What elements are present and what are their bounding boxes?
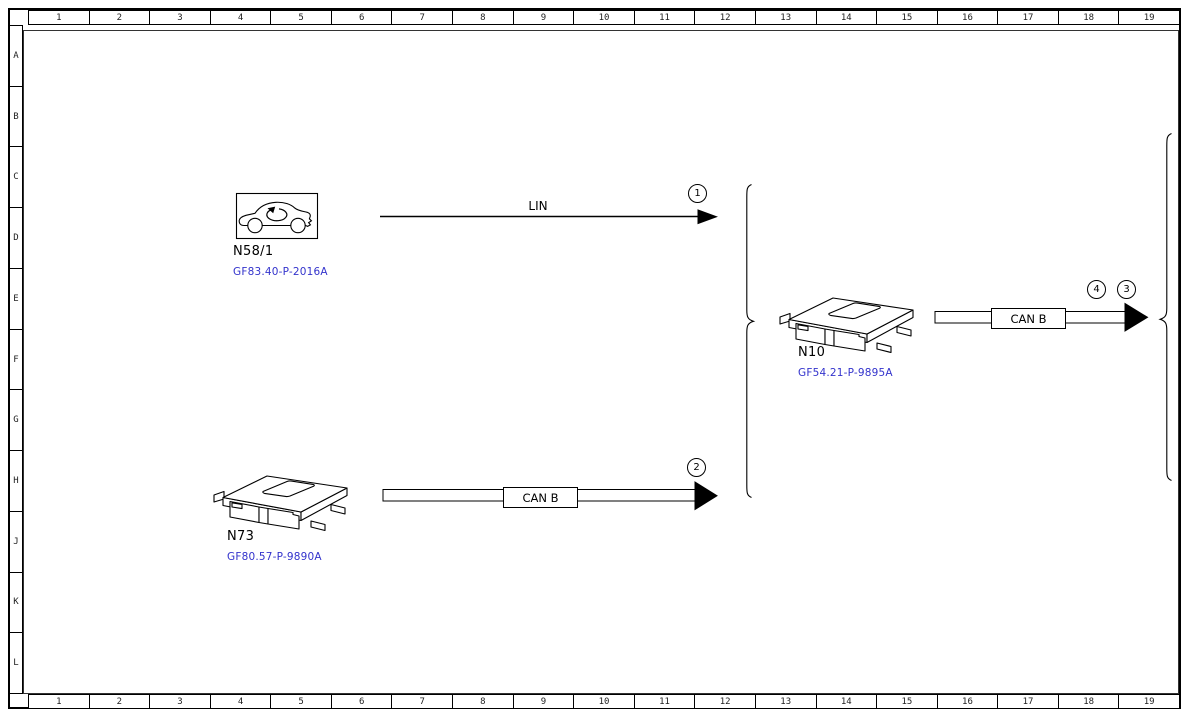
row-ruler-cell: J	[9, 512, 23, 573]
column-ruler-cell: 15	[877, 10, 938, 25]
callout-1: 1	[688, 184, 707, 203]
column-ruler-cell: 2	[90, 694, 151, 709]
vehicle-doc-link[interactable]: GF83.40-P-2016A	[233, 266, 328, 278]
column-ruler-cell: 6	[332, 10, 393, 25]
column-ruler-cell: 1	[29, 10, 90, 25]
column-ruler-cell: 13	[756, 694, 817, 709]
column-ruler-cell: 11	[635, 694, 696, 709]
column-ruler-cell: 14	[817, 10, 878, 25]
column-ruler-cell: 5	[271, 10, 332, 25]
row-ruler-cell: F	[9, 330, 23, 391]
canb-lower-bus-label: CAN B	[503, 487, 578, 508]
n73-doc-link[interactable]: GF80.57-P-9890A	[227, 551, 322, 563]
column-ruler-cell: 10	[574, 694, 635, 709]
column-ruler-cell: 18	[1059, 694, 1120, 709]
brace-right	[1160, 134, 1171, 481]
row-ruler-cell: G	[9, 390, 23, 451]
lin-bus-label: LIN	[528, 199, 548, 213]
row-ruler-cell: K	[9, 573, 23, 634]
column-ruler-cell: 1	[29, 694, 90, 709]
vehicle-label: N58/1	[233, 244, 274, 259]
column-ruler-cell: 17	[998, 694, 1059, 709]
column-ruler-cell: 14	[817, 694, 878, 709]
column-ruler-cell: 9	[514, 694, 575, 709]
n10-doc-link[interactable]: GF54.21-P-9895A	[798, 367, 893, 379]
column-ruler-cell: 17	[998, 10, 1059, 25]
column-ruler-cell: 13	[756, 10, 817, 25]
ecu-n73-icon[interactable]	[214, 476, 347, 531]
column-ruler-cell: 4	[211, 694, 272, 709]
column-ruler-cell: 16	[938, 694, 999, 709]
callout-4: 4	[1087, 280, 1106, 299]
row-ruler-cell: H	[9, 451, 23, 512]
column-ruler-cell: 12	[695, 694, 756, 709]
n73-label: N73	[227, 529, 255, 544]
column-ruler-cell: 4	[211, 10, 272, 25]
row-ruler-cell: L	[9, 633, 23, 694]
column-ruler-cell: 19	[1119, 694, 1180, 709]
n10-label: N10	[798, 345, 826, 360]
row-ruler-cell: D	[9, 208, 23, 269]
column-ruler-cell: 7	[392, 10, 453, 25]
vehicle-icon[interactable]	[237, 194, 318, 239]
callout-3: 3	[1117, 280, 1136, 299]
column-ruler-cell: 8	[453, 694, 514, 709]
column-ruler-cell: 16	[938, 10, 999, 25]
column-ruler-cell: 9	[514, 10, 575, 25]
row-ruler-cell: C	[9, 147, 23, 208]
column-ruler-cell: 18	[1059, 10, 1120, 25]
column-ruler-cell: 10	[574, 10, 635, 25]
column-ruler-cell: 11	[635, 10, 696, 25]
row-ruler-cell: A	[9, 26, 23, 87]
brace-left	[747, 185, 754, 498]
column-ruler-cell: 15	[877, 694, 938, 709]
column-ruler-cell: 19	[1119, 10, 1180, 25]
column-ruler-cell: 3	[150, 694, 211, 709]
column-ruler-cell: 2	[90, 10, 151, 25]
column-ruler-cell: 3	[150, 10, 211, 25]
callout-2: 2	[687, 458, 706, 477]
column-ruler-cell: 6	[332, 694, 393, 709]
column-ruler-cell: 8	[453, 10, 514, 25]
column-ruler-cell: 12	[695, 10, 756, 25]
canb-right-bus-label: CAN B	[991, 308, 1066, 329]
column-ruler-cell: 5	[271, 694, 332, 709]
column-ruler-cell: 7	[392, 694, 453, 709]
row-ruler-cell: E	[9, 269, 23, 330]
row-ruler-cell: B	[9, 87, 23, 148]
